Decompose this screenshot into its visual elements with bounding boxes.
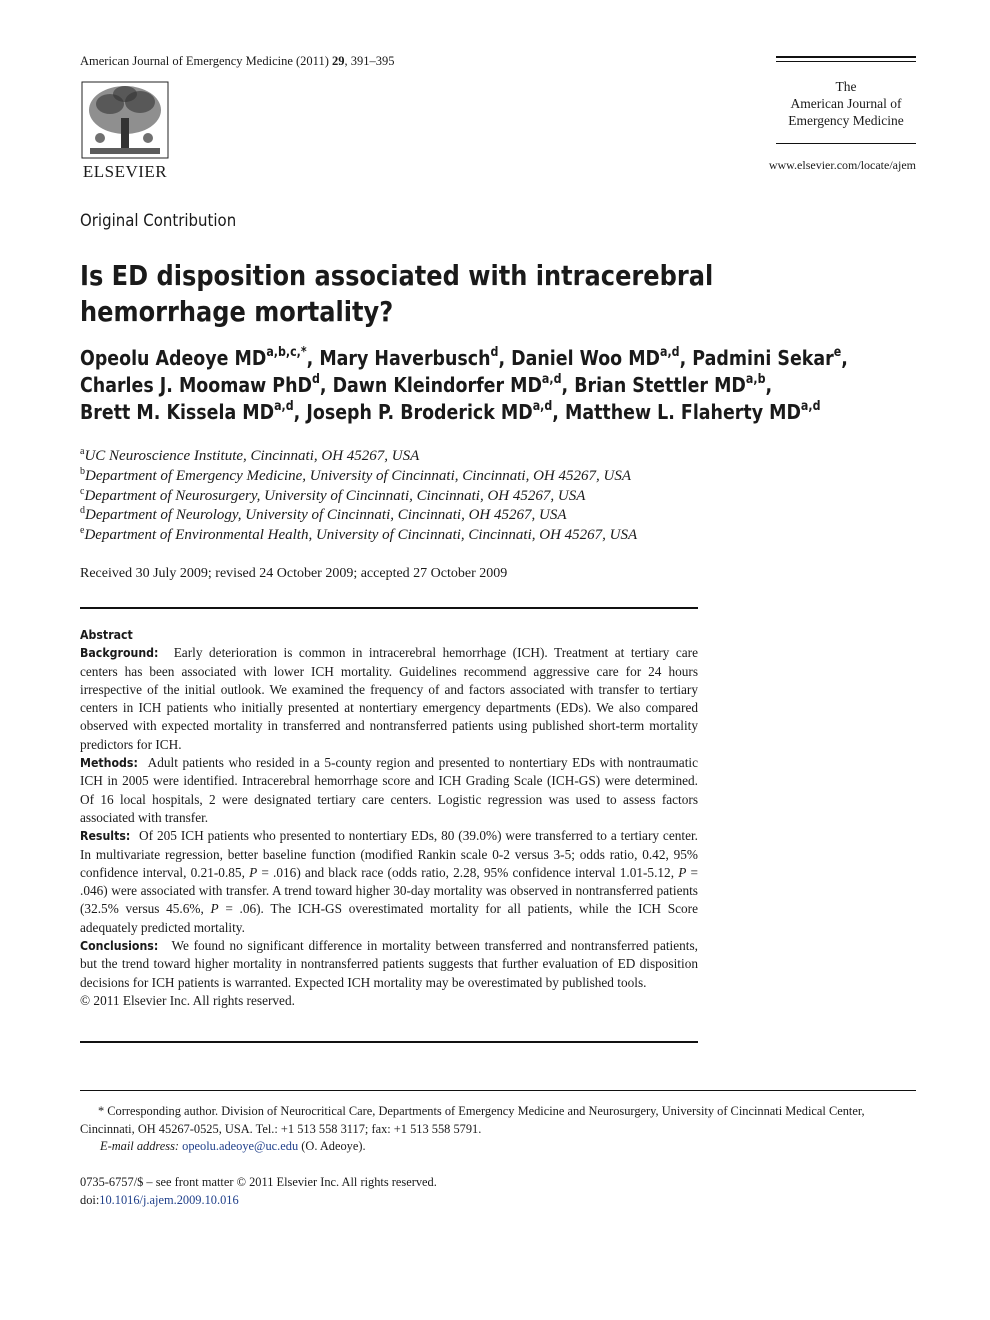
elsevier-tree-logo bbox=[80, 80, 170, 160]
abstract-methods: Methods: Adult patients who resided in a 5-county region and presented to nontertiary EDs with nontraumatic ICH in 2005 were identified. Intracerebral hemorrhage score and ICH Grading Scale (ICH-GS) were determined. Of 16 local hospitals, 2 were designated tertiary care centers. Logistic regression was used to assess factors associated with transfer. bbox=[80, 755, 698, 825]
journal-name bbox=[776, 78, 916, 129]
article-dates: Received 30 July 2009; revised 24 October 2009; accepted 27 October 2009 bbox=[80, 566, 508, 581]
title-line1: Is ED disposition associated with intracerebral bbox=[80, 259, 714, 292]
doi-line: doi:10.1016/j.ajem.2009.10.016 bbox=[80, 1192, 239, 1207]
footnotes bbox=[80, 1103, 916, 1156]
journal-line2: Emergency Medicine bbox=[788, 113, 904, 128]
abstract-rule-bottom bbox=[80, 1041, 698, 1043]
abstract-rule-top bbox=[80, 607, 698, 609]
front-matter bbox=[80, 1174, 437, 1209]
abstract-background: Background: Early deterioration is common in intracerebral hemorrhage (ICH). Treatment at tertiary care centers has been associated with lower ICH mortality. Guidelines recommend aggressive care for 24 hours irrespective of the initial outlook. We examined the frequency of and factors associated with transfer to tertiary centers in ICH patients who initially presented at nontertiary emergency departments (EDs). We also compared observed with expected mortality in transferred and nontransferred patients using published short-term mortality predictors for ICH. bbox=[80, 645, 698, 752]
email-link[interactable]: opeolu.adeoye@uc.edu bbox=[182, 1139, 299, 1154]
affiliation: $^b$Department of Emergency Medicine, University of Cincinnati, Cincinnati, OH 45267, USA bbox=[80, 465, 632, 484]
abstract-conclusions: Conclusions: We found no significant difference in mortality between transferred and nontransferred patients, but the trend toward higher mortality in nontransferred patients suggests that further evaluation of ED disposition decisions for ICH patients is warranted. Expected ICH mortality may be overestimated by published tools. bbox=[80, 938, 698, 990]
abstract-copyright: © 2011 Elsevier Inc. All rights reserved. bbox=[80, 992, 295, 1008]
affiliation: $^d$Department of Neurology, University of Cincinnati, Cincinnati, OH 45267, USA bbox=[80, 505, 567, 524]
journal-logo bbox=[776, 56, 916, 129]
author: Opeolu Adeoye $MD^{a,b,c,*}$, bbox=[80, 345, 320, 370]
article-title bbox=[80, 258, 785, 330]
journal-the: The bbox=[835, 79, 857, 94]
journal-rule-top bbox=[776, 56, 916, 58]
abstract-heading: Abstract bbox=[80, 627, 133, 642]
citation-journal: American Journal of Emergency Medicine (2011) bbox=[80, 54, 332, 68]
journal-citation bbox=[80, 54, 395, 69]
doi-link[interactable]: 10.1016/j.ajem.2009.10.016 bbox=[99, 1192, 239, 1207]
affiliation: $^e$Department of Environmental Health, University of Cincinnati, Cincinnati, OH 45267, USA bbox=[80, 525, 638, 544]
title-line2: hemorrhage mortality? bbox=[80, 295, 394, 328]
issn-line: 0735-6757/$ – see front matter © 2011 Elsevier Inc. All rights reserved. bbox=[80, 1175, 437, 1189]
abstract-results: Results: Of 205 ICH patients who presented to nontertiary EDs, 80 (39.0%) were transferred to a tertiary center. In multivariate regression, better baseline function (modified Rankin scale 0-2 versus 3-5; odds ratio, 0.42, 95% confidence interval, 0.21-0.85, P = .016) and black race (odds ratio, 2.28, 95% confidence interval 1.01-5.12, P = .046) were associated with transfer. A trend toward higher 30-day mortality was observed in nontransferred patients (32.5% versus 45.6%, P = .06). The ICH-GS overestimated mortality for all patients, while the ICH Score adequately predicted mortality. bbox=[80, 828, 698, 935]
journal-rule-second bbox=[776, 61, 916, 62]
article-type: Original Contribution bbox=[80, 211, 237, 231]
author: Brett M. Kissela MD$^{a,d}$, bbox=[80, 399, 307, 424]
author: Mary Haverbusch$^d$, bbox=[319, 345, 512, 370]
abstract bbox=[80, 626, 698, 1010]
corresponding-author-note: * Corresponding author. Division of Neurocritical Care, Departments of Emergency Medicine and Neurosurgery, University of Cincinnati Medical Center, Cincinnati, OH 45267-0525, USA. Tel.: +1 513 558 3117; fax: +1 513 558 5791. bbox=[80, 1104, 865, 1136]
author: Dawn Kleindorfer MD$^{a,d}$, bbox=[332, 372, 575, 397]
affiliation: $^c$Department of Neurosurgery, University of Cincinnati, Cincinnati, OH 45267, USA bbox=[80, 485, 586, 504]
author-list bbox=[80, 345, 879, 426]
citation-volume: 29 bbox=[332, 54, 345, 68]
author: Padmini Sekar$^e$, bbox=[692, 345, 848, 370]
affiliations bbox=[80, 447, 800, 546]
author: Matthew L. Flaherty MD$^{a,d}$ bbox=[564, 399, 821, 424]
affiliation: $^a$UC Neuroscience Institute, Cincinnati, OH 45267, USA bbox=[80, 446, 420, 464]
citation-pages: , 391–395 bbox=[344, 54, 395, 68]
publisher-name: ELSEVIER bbox=[82, 162, 168, 181]
author: Brian Stettler MD$^{a,b}$, bbox=[574, 372, 773, 397]
author: Joseph P. Broderick MD$^{a,d}$, bbox=[306, 399, 565, 424]
journal-line1: American Journal of bbox=[790, 96, 902, 111]
journal-rule-bottom bbox=[776, 143, 916, 144]
email-note: E-mail address: opeolu.adeoye@uc.edu (O. Adeoye). bbox=[100, 1139, 366, 1154]
author: Daniel Woo MD$^{a,d}$, bbox=[511, 345, 693, 370]
author: Charles J. Moomaw PhD$^d$, bbox=[80, 372, 333, 397]
journal-url[interactable]: www.elsevier.com/locate/ajem bbox=[768, 158, 916, 172]
footnote-rule bbox=[80, 1090, 916, 1091]
